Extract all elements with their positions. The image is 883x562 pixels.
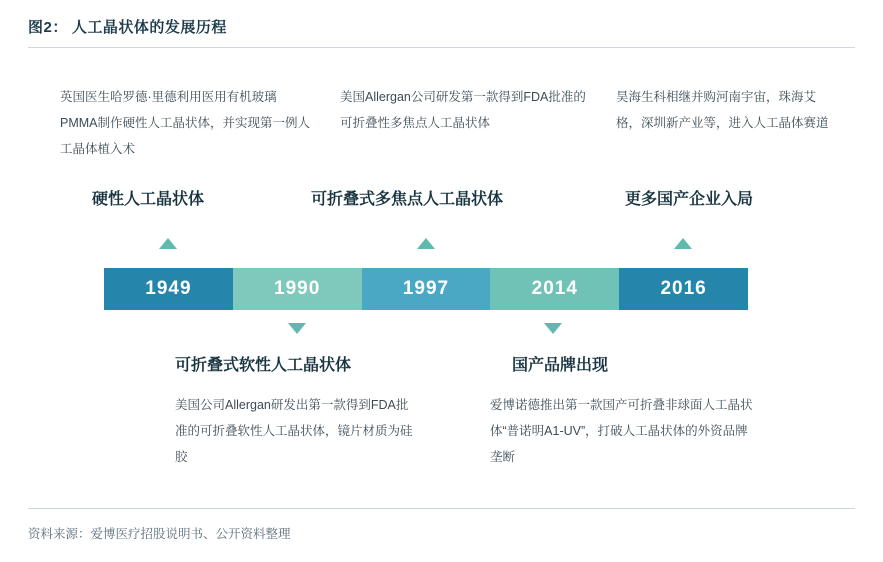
- bottom-event-heading-1: 可折叠式软性人工晶状体: [175, 357, 352, 374]
- top-event-description-2: 美国Allergan公司研发第一款得到FDA批准的可折叠性多焦点人工晶状体: [340, 90, 586, 130]
- timeline-segment-2014: 2014: [490, 268, 619, 310]
- timeline-segment-1997: 1997: [362, 268, 491, 310]
- timeline-bar: [104, 268, 748, 310]
- timeline-segment-2016: 2016: [619, 268, 748, 310]
- triangle-up-marker-icon-1: [159, 238, 177, 249]
- top-event-heading-3: 更多国产企业入局: [625, 191, 754, 208]
- timeline-segment-1949: 1949: [104, 268, 233, 310]
- top-event-heading-2: 可折叠式多焦点人工晶状体: [311, 191, 504, 208]
- source-note: 资料来源：爱博医疗招股说明书、公开资料整理: [28, 527, 291, 541]
- bottom-event-description-1: 美国公司Allergan研发出第一款得到FDA批准的可折叠软性人工晶状体，镜片材质为硅胶: [175, 398, 413, 464]
- figure-title-row: [28, 16, 855, 37]
- top-event-heading-1: 硬性人工晶状体: [92, 191, 205, 208]
- triangle-down-marker-icon-1: [288, 323, 306, 334]
- triangle-up-marker-icon-2: [417, 238, 435, 249]
- page-title: 人工晶状体的发展历程: [71, 19, 227, 36]
- bottom-event-description-2: 爱博诺德推出第一款国产可折叠非球面人工晶状体“普诺明A1-UV”，打破人工晶状体的外资品牌垄断: [490, 398, 753, 464]
- top-event-description-1: 英国医生哈罗德·里德利用医用有机玻璃PMMA制作硬性人工晶状体，并实现第一例人工晶体植入术: [60, 90, 311, 156]
- footer-divider: [28, 508, 855, 509]
- triangle-down-marker-icon-2: [544, 323, 562, 334]
- bottom-event-heading-2: 国产品牌出现: [512, 357, 609, 374]
- figure-label: 图2：: [28, 19, 68, 36]
- triangle-up-marker-icon-3: [674, 238, 692, 249]
- timeline-segment-1990: 1990: [233, 268, 362, 310]
- title-divider: [28, 47, 855, 48]
- top-event-description-3: 昊海生科相继并购河南宇宙，珠海艾格，深圳新产业等，进入人工晶体赛道: [616, 90, 829, 130]
